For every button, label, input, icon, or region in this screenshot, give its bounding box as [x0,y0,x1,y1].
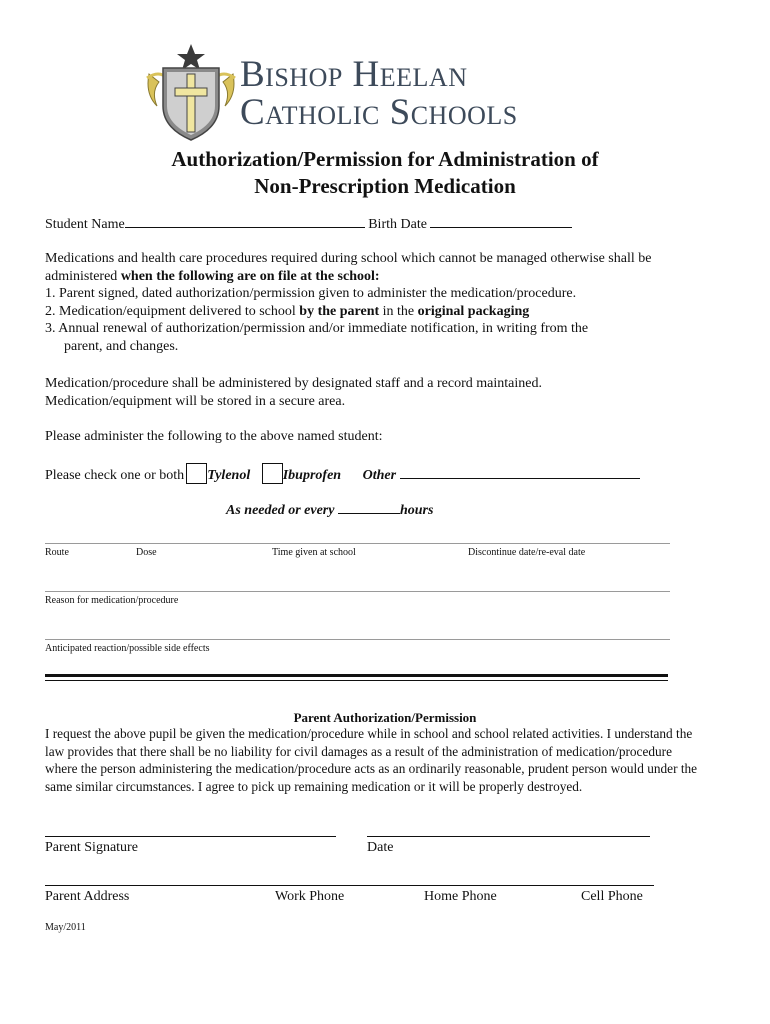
birth-date-label: Birth Date [368,217,427,232]
check-instruction: Please check one or both [45,468,185,483]
revision-date: May/2011 [45,922,86,933]
storage-line1: Medication/procedure shall be administered by designated staff and a record maintained. [45,376,542,391]
parent-para-line4: same similar circumstances. I agree to pick up remaining medication or it will be properly destroyed. [45,778,583,794]
cell-phone-label: Cell Phone [581,889,643,904]
requirements-line2 [45,268,735,286]
requirement-item-2-bold1: by the parent [299,303,380,319]
date-label: Date [367,840,394,855]
parent-para-line2: law provides that there shall be no liability for civil damages as a result of the administration of medication/procedure [45,743,672,759]
form-title [0,146,770,200]
requirement-item-2-bold2: original packaging [417,303,530,319]
parent-para-line1: I request the above pupil be given the medication/procedure while in school and school related activities. I understand the [45,726,693,741]
reaction-label: Anticipated reaction/possible side effects [45,643,210,654]
requirement-item-2-mid: in the [379,303,418,319]
administer-instruction: Please administer the following to the above named student: [45,429,383,444]
tylenol-label: Tylenol [207,468,251,483]
parent-address-label: Parent Address [45,889,130,904]
requirements-line2-text: administered [45,268,121,284]
requirement-item-2 [45,303,735,321]
section-divider-thick [45,674,668,677]
school-name [240,56,518,132]
discontinue-label: Discontinue date/re-eval date [468,547,586,558]
ibuprofen-label: Ibuprofen [282,468,342,483]
reason-line[interactable] [45,591,670,592]
student-info-row [45,214,572,234]
route-dose-line[interactable] [45,543,670,544]
contact-line[interactable] [45,885,654,886]
frequency-row [226,500,433,520]
other-field[interactable] [400,465,640,479]
hours-field[interactable] [338,500,400,514]
route-label: Route [45,547,69,558]
requirements-line2-bold: when the following are on file at the school: [120,268,380,284]
birth-date-field[interactable] [430,214,572,228]
work-phone-label: Work Phone [275,889,345,904]
ibuprofen-checkbox[interactable] [262,463,283,484]
form-title-line2: Non-Prescription Medication [254,174,516,198]
home-phone-label: Home Phone [424,889,497,904]
medication-check-row [45,463,640,485]
section-divider-thin [45,680,668,681]
requirements-line1: Medications and health care procedures required during school which cannot be managed otherwise shall be [45,251,652,266]
parent-para-line3: where the person administering the medication/procedure acts as an ordinarily reasonable, prudent person would under the [45,761,698,776]
as-needed-label: As needed or every [226,503,335,518]
form-title-line1: Authorization/Permission for Administration of [171,147,599,171]
requirement-item-2-text: 2. Medication/equipment delivered to school [45,303,300,319]
school-name-line1: Bishop Heelan [240,54,468,95]
requirements-paragraph [45,250,735,355]
school-crest-logo [145,44,237,142]
storage-line2: Medication/equipment will be stored in a secure area. [45,393,346,409]
parent-authorization-paragraph [45,725,745,795]
requirement-item-3-cont: parent, and changes. [64,338,179,354]
date-line[interactable] [367,836,650,837]
school-name-line2: Catholic Schools [240,92,518,133]
requirement-item-3: 3. Annual renewal of authorization/permission and/or immediate notification, in writing from the [45,321,589,336]
student-name-label: Student Name [45,217,125,232]
student-name-field[interactable] [125,214,365,228]
parent-authorization-heading: Parent Authorization/Permission [293,710,477,725]
other-label: Other [362,468,397,483]
time-given-label: Time given at school [272,547,356,558]
requirement-item-1: 1. Parent signed, dated authorization/permission given to administer the medication/procedure. [45,286,577,301]
reason-label: Reason for medication/procedure [45,595,179,606]
reaction-line[interactable] [45,639,670,640]
storage-paragraph [45,375,542,410]
dose-label: Dose [136,547,157,558]
hours-label: hours [399,503,434,518]
parent-signature-label: Parent Signature [45,840,138,855]
tylenol-checkbox[interactable] [186,463,207,484]
parent-signature-line[interactable] [45,836,336,837]
